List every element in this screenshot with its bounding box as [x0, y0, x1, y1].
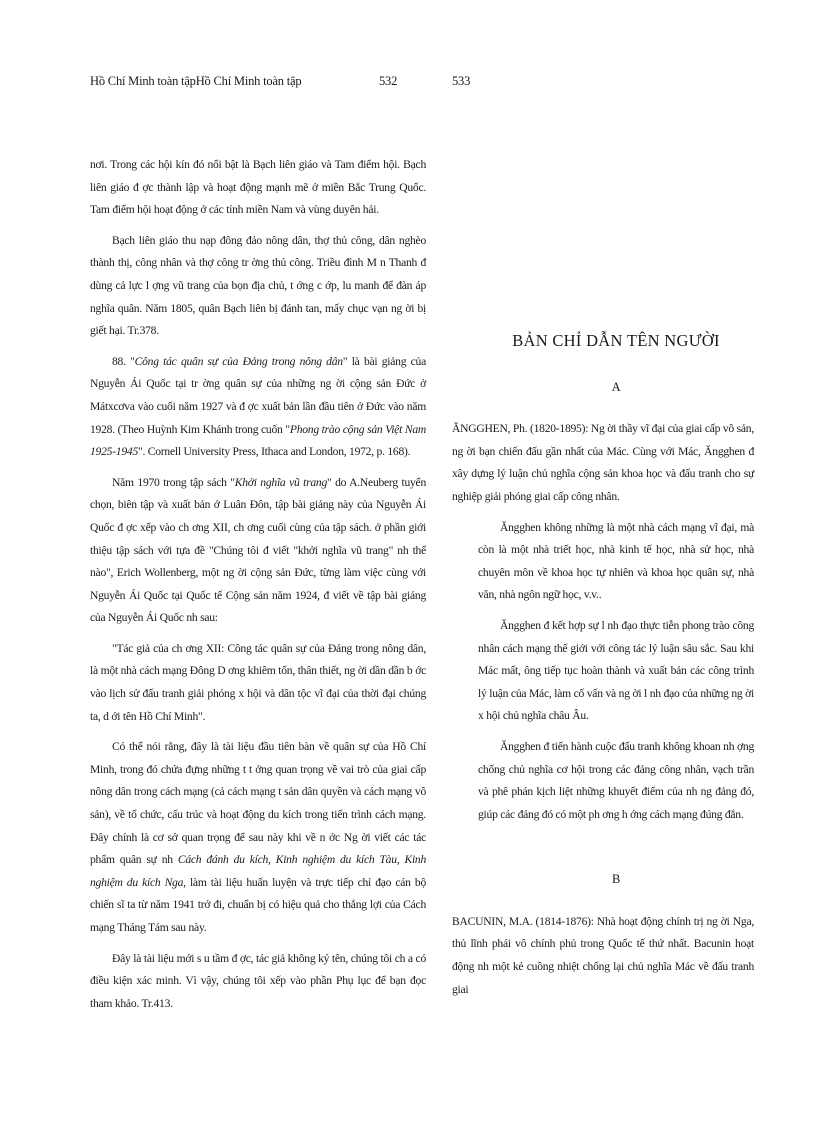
entry-text: (1814-1876): Nhà hoạt động chính trị ng ời Nga, thủ lĩnh phái vô chính phủ trong Quốc tế thứ nhất. Bacunin hoạt động nh một kẻ cuồng nhiệt chống lại chủ nghĩa Mác về đấu tranh giai [452, 914, 755, 996]
quote-paragraph: "Tác giả của ch ơng XII: Công tác quân sự của Đảng trong nông dân, là một nhà cách mạng Đông D ơng khiêm tốn, thân thiết, ng ời dần dần b ớc vào lịch sử đấu tranh giải phóng x hội và dân tộc vĩ đại của thời đại chúng ta, d ới tên Hồ Chí Minh". [90, 641, 426, 723]
index-entry-bakunin [452, 911, 754, 1001]
note-text: 88. " [112, 354, 135, 368]
entry-paragraph: Ăngghen không những là một nhà cách mạng vĩ đại, mà còn là một nhà triết học, nhà kinh tế học, nhà sử học, nhà chuyên môn về khoa học tự nhiên và khoa học quân sự, nhà văn, nhà ngôn ngữ học, v.v.. [478, 520, 754, 602]
entry-text: (1820-1895): Ng ời thầy vĩ đại của giai cấp vô sản, ng ời bạn chiến đấu gần nhất của Mác. Cùng với Mác, Ăngghen đ xây dựng lý luận chủ nghĩa cộng sản khoa học và đấu tranh cho sự nghiệp giải phóng giai cấp công nhân. [452, 422, 755, 503]
note-text: " do A.Neuberg tuyển chọn, biên tập và xuất bản ở Luân Đôn, tập bài giảng này của Nguyễn Ái Quốc đ ợc xếp vào ch ơng XII, ch ơng cuối cùng của tập sách. ở phần giới thiệu tập sách với tựa đề "Chúng tôi đ viết "khởi nghĩa vũ trang" nh thế nào", Erich Wollenberg, một ng ời cộng sản Đức, từng làm việc cùng với Nguyễn Ái Quốc tại Quốc tế Cộng sản năm 1924, đ viết về tập bài giảng của Nguyễn Ái Quốc nh sau: [90, 475, 427, 625]
note-paragraph: nơi. Trong các hội kín đó nổi bật là Bạch liên giáo và Tam điểm hội. Bạch liên giáo đ ợc thành lập và hoạt động mạnh mẽ ở miền Bắc Trung Quốc. Tam điểm hội hoạt động ở các tỉnh miền Nam và vùng duyên hải. [90, 158, 426, 217]
section-letter-a: A [611, 379, 621, 394]
index-title: BẢN CHỈ DẪN TÊN NGƯỜI [512, 331, 720, 350]
lecture-title: Công tác quân sự của Đảng trong nông dân [134, 354, 343, 368]
note-paragraph: Đây là tài liệu mới s u tầm đ ợc, tác giả không ký tên, chúng tôi ch a có điều kiện xác minh. Vì vậy, chúng tôi xếp vào phần Phụ lục để bạn đọc tham khảo. Tr.413. [90, 951, 426, 1010]
note-text: Có thể nói rằng, đây là tài liệu đầu tiên bàn về quân sự của Hồ Chí Minh, trong đó chứa đựng những t t ởng quan trọng về vai trò của giai cấp nông dân trong cách mạng (cả cách mạng t sản dân quyền và cách mạng vô sản), về tổ chức, cấu trúc và hoạt động du kích trong tiến trình cách mạng. Đây chính là cơ sở quan trọng để sau này khi về n ớc Ng ời viết các tác phẩm quân sự nh [90, 740, 426, 867]
note-text: " là bài giảng của Nguyễn Ái Quốc tại tr ờng quân sự của những ng ời cộng sản Đức ở Mátxcơva vào cuối năm 1927 và đ ợc xuất bản lần đầu tiên ở Đức vào năm 1928. (Theo Huỳnh Kim Khánh trong cuốn " [90, 354, 426, 436]
note-88 [90, 351, 426, 464]
note-text: ". Cornell University Press, Ithaca and London, 1972, p. 168). [138, 445, 411, 459]
entry-paragraph: Ăngghen đ tiến hành cuộc đấu tranh không khoan nh ợng chống chủ nghĩa cơ hội trong các đảng công nhân, vạch trần và phê phán kịch liệt những khuyết điểm của nh ng đảng đó, giúp các đảng đó có một ph ơng h ớng cách mạng đúng đắn. [478, 739, 754, 821]
section-letter-b: B [611, 872, 621, 887]
note-text: , làm tài liệu huấn luyện và trực tiếp chỉ đạo cán bộ chiến sĩ ta từ năm 1941 trở đi, chuẩn bị có hiệu quả cho thắng lợi của Cách mạng Tháng Tám sau này. [90, 875, 426, 934]
note-paragraph: Bạch liên giáo thu nạp đông đảo nông dân, thợ thủ công, dân nghèo thành thị, công nhân và thợ công tr ờng thủ công. Triều đình M n Thanh đ dùng cả lực l ợng vũ trang của bọn địa chủ, t ớng c ớp, lu manh để đàn áp nghĩa quân. Năm 1805, quân Bạch liên bị đánh tan, mấy chục vạn ng ời bị giết hại. Tr.378. [90, 233, 426, 338]
left-page-notes [90, 154, 426, 1023]
note-paragraph [90, 736, 426, 939]
spacer [478, 834, 754, 868]
right-page-index [452, 330, 755, 1009]
entry-paragraph: Ăngghen đ kết hợp sự l nh đạo thực tiễn phong trào công nhân cách mạng thế giới với công tác lý luận sâu sắc. Sau khi Mác mất, ông tiếp tục hoàn thành và xuất bản các công trình lý luận của Mác, làm cố vấn và ng ời l nh đạo của những ng ời x hội chủ nghĩa châu Âu. [478, 618, 754, 723]
page-number-left: 532 [379, 74, 398, 88]
entry-name: ĂNGGHEN, Ph. [452, 422, 528, 436]
note-text: Năm 1970 trong tập sách " [112, 475, 235, 489]
note-paragraph [90, 472, 426, 630]
book-title: Phong trào cộng sản Việt Nam 1925-1945 [90, 422, 426, 459]
works-titles: Cách đánh du kích, Kinh nghiệm du kích Tàu, Kinh nghiệm du kích Nga [90, 853, 427, 889]
book-title: Khởi nghĩa vũ trang [234, 475, 327, 489]
entry-name: BACUNIN, M.A. [452, 914, 533, 928]
index-entry-engels [452, 418, 754, 508]
running-header: Hồ Chí Minh toàn tậpHồ Chí Minh toàn tập [90, 74, 302, 88]
page-number-right: 533 [452, 74, 471, 88]
